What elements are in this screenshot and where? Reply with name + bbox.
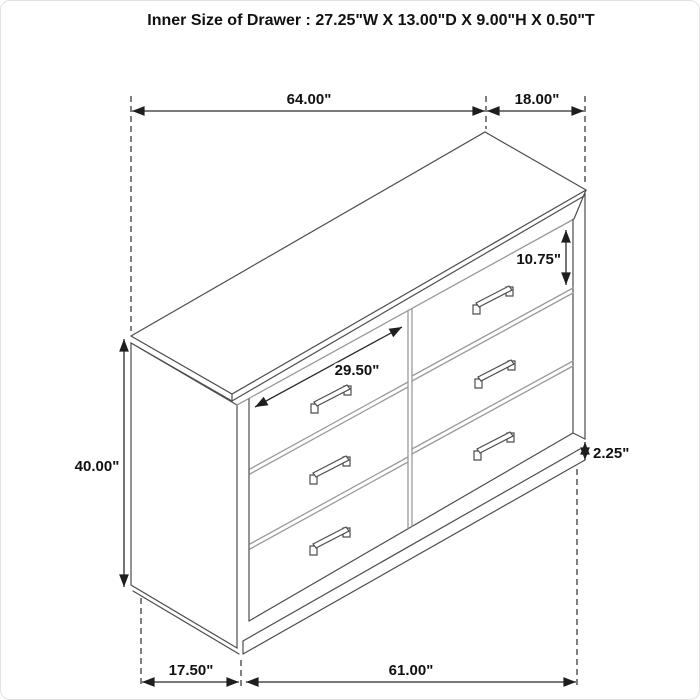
dimension-label-base-width: 61.00" bbox=[388, 662, 434, 679]
side-panel bbox=[131, 343, 237, 648]
dimension-label-top-width: 64.00" bbox=[286, 91, 332, 108]
dimension-base-width bbox=[246, 662, 576, 682]
dimension-label-top-drawer-offset: 10.75" bbox=[516, 251, 561, 268]
dresser-dimension-diagram bbox=[1, 1, 699, 699]
dresser-outline bbox=[131, 132, 586, 654]
right-bottom-join bbox=[573, 433, 585, 439]
dimension-label-base-depth: 17.50" bbox=[168, 662, 214, 679]
dimension-label-top-depth: 18.00" bbox=[514, 91, 560, 108]
dimension-base-depth bbox=[142, 662, 239, 682]
dimension-label-overall-height: 40.00" bbox=[74, 458, 120, 475]
dimension-base-height bbox=[585, 442, 629, 462]
dimension-label-base-height: 2.25" bbox=[593, 445, 630, 462]
dimension-top-depth bbox=[487, 91, 584, 111]
diagram-title: Inner Size of Drawer : 27.25"W X 13.00"D X 9.00"H X 0.50"T bbox=[147, 12, 595, 29]
dimension-label-drawer-front-width: 29.50" bbox=[334, 362, 380, 379]
dimension-overall-height bbox=[75, 339, 124, 587]
dimension-top-width bbox=[132, 91, 485, 111]
